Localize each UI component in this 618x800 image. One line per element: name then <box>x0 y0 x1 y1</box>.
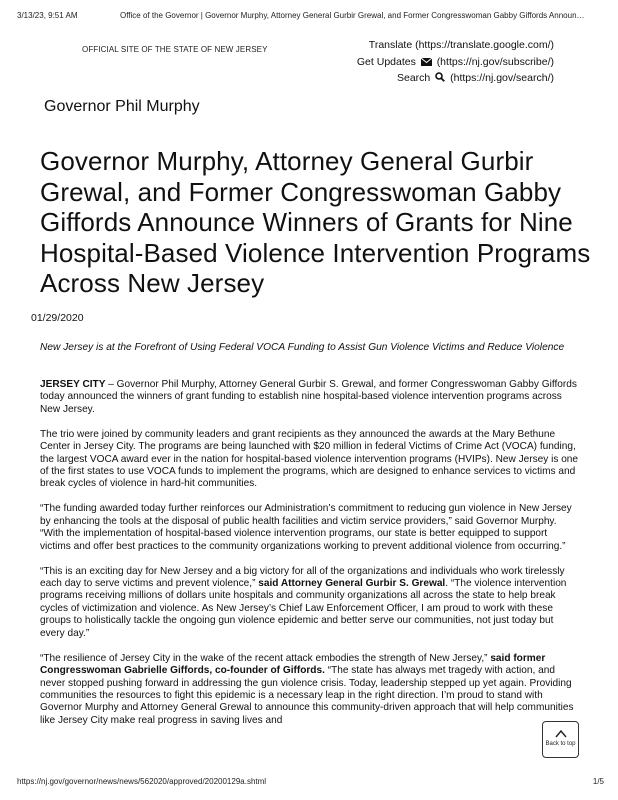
page-title: Governor Murphy, Attorney General Gurbir Grewal, and Former Congresswoman Gabby Giffords Announce Winners of Grants for Nine Hospital-Based Violence Intervention Programs Across New Jersey <box>40 146 591 298</box>
get-updates-label: Get Updates <box>356 55 416 68</box>
back-to-top-label: Back to top <box>545 741 576 747</box>
paragraph-2: The trio were joined by community leaders and grant recipients as they announced the awards at the Mary Bethune Center in Jersey City. The programs are being launched with $20 million in federal Victims of Crime Act (VOCA) funding, the largest VOCA award ever in the nation for hospital-based violence intervention programs (HVIPs). New Jersey is one of the first states to use VOCA funds to implement the programs, which are designed to enhance services to victims and break cycles of violence in hard-hit communities. <box>40 428 579 490</box>
print-doc-title: Office of the Governor | Governor Murphy, Attorney General Gurbir Grewal, and Former Congresswoman Gabby Giffords Announ… <box>120 11 585 20</box>
search-icon <box>435 72 445 82</box>
print-header <box>17 11 604 25</box>
translate-link[interactable]: Translate (https://translate.google.com/) <box>368 39 554 51</box>
back-to-top-button[interactable] <box>542 721 579 758</box>
utility-links <box>357 37 554 87</box>
search-url: (https://nj.gov/search/) <box>450 72 554 84</box>
paragraph-1: JERSEY CITY – Governor Phil Murphy, Attorney General Gurbir S. Grewal, and former Congresswoman Gabby Giffords today announced the winners of grant funding to establish nine hospital-based violence intervention programs across New Jersey. <box>40 379 577 415</box>
governor-name[interactable]: Governor Phil Murphy <box>44 98 200 115</box>
print-timestamp: 3/13/23, 9:51 AM <box>17 11 78 20</box>
paragraph-5: “The resilience of Jersey City in the wake of the recent attack embodies the strength of New Jersey,” said former Congresswoman Gabrielle Giffords, co-founder of Giffords. “The state has always met tragedy with action, and never stopped pushing forward in addressing the gun violence crisis. Today, leadership stepped up yet again. Providing communities the resources to fight this epidemic is a necessary leap in the right direction. I’m proud to stand with Governor Murphy and Attorney General Grewal to announce this community-driven approach that will help communities like Jersey City make real progress in saving lives and <box>40 652 574 726</box>
envelope-icon <box>421 58 432 66</box>
paragraph-3: “The funding awarded today further reinforces our Administration’s commitment to reducing gun violence in New Jersey by enhancing the tools at the disposal of public health facilities and victim service providers,” said Governor Murphy. “With the implementation of hospital-based violence intervention programs, our state is better equipped to support victims and offer best practices to the community organizations working to prevent additional violence from occurring.” <box>40 503 572 552</box>
search-label: Search <box>396 72 431 84</box>
publish-date: 01/29/2020 <box>31 312 84 324</box>
print-url: https://nj.gov/governor/news/news/562020/approved/20200129a.shtml <box>17 777 267 786</box>
get-updates-link[interactable] <box>357 56 554 68</box>
print-footer <box>17 777 604 789</box>
subtitle: New Jersey is at the Forefront of Using Federal VOCA Funding to Assist Gun Violence Victims and Reduce Violence <box>40 342 565 353</box>
search-link[interactable] <box>397 72 554 84</box>
dateline: JERSEY CITY <box>40 379 106 390</box>
page-number: 1/5 <box>592 777 604 786</box>
paragraph-4: “This is an exciting day for New Jersey and a big victory for all of the organizations and individuals who work tirelessly each day to serve victims and prevent violence,” said Attorney General Gurbir S. Grewal. “The violence intervention programs receiving millions of dollars unite hospitals and community organizations all across the state to help break cycles of victimization and violence. As New Jersey’s Chief Law Enforcement Officer, I am proud to work with these groups to holistically tackle the ongoing gun violence epidemic and better serve our communities, not just today but every day.” <box>40 565 567 639</box>
official-site-label: OFFICIAL SITE OF THE STATE OF NEW JERSEY <box>82 45 268 54</box>
get-updates-url: (https://nj.gov/subscribe/) <box>436 55 554 68</box>
chevron-up-icon <box>554 728 568 740</box>
article-body <box>40 379 580 740</box>
